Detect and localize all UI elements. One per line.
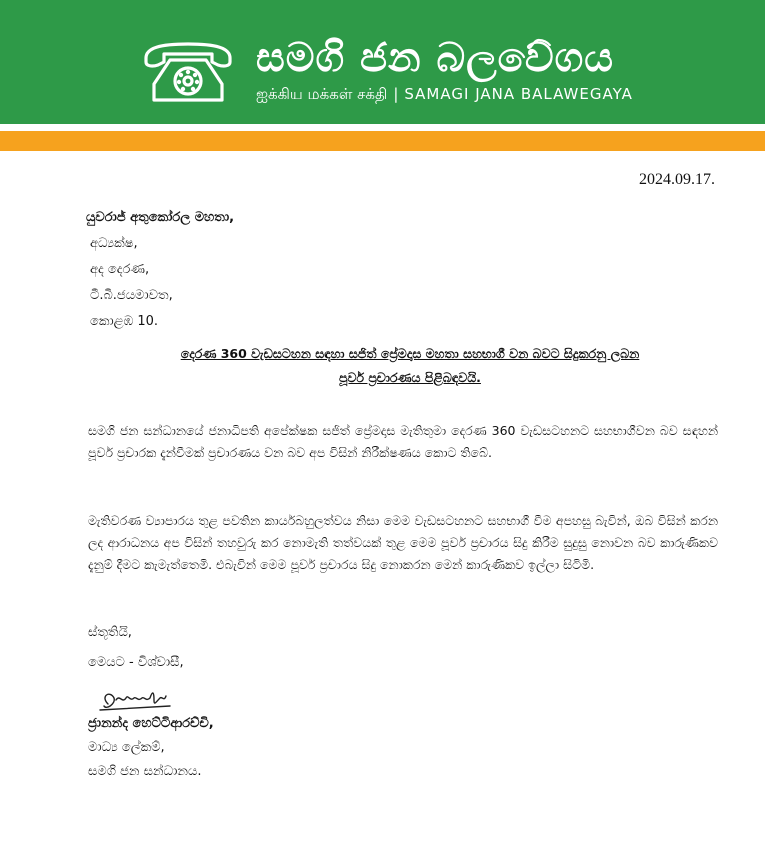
tagline-english: SAMAGI JANA BALAWEGAYA [404, 85, 633, 103]
body-paragraph-2: මැතිවරණ ව්‍යාපාරය තුළ පවතින කාර්යබහුලත්වය නිසා මෙම වැඩසටහනට සහභාගී වීම අපහසු බැවින්, ඔබ විසින් කරන ලද ආරාධනය අප විසින් තහවුරු කර නොමැති තත්වයක් තුළ මෙම පූර්ව ප්‍රචාරය සිදු කිරීම සුදුසු නොවන බව කාරුණිකව දැනුම් දීමට කැමැත්තෙමි. එබැවින් මෙම පූර්ව ප්‍රචාරය සිදු නොකරන මෙන් කාරුණිකව ඉල්ලා සිටිමි. [88, 513, 718, 572]
signer-block [88, 712, 214, 784]
closing-yours: මෙයට - විශ්වාසී, [88, 655, 184, 670]
telephone-icon [140, 40, 236, 106]
signer-name: ජ්‍රානන්ද හෙට්ටිආරච්චි, [88, 716, 214, 731]
orange-stripe [0, 131, 765, 151]
letter-date: 2024.09.17. [639, 171, 715, 188]
recipient-org: අද දෙරණ, [90, 262, 150, 277]
subject-heading [90, 342, 730, 390]
body-paragraph-1: සමගි ජන සන්ධානයේ ජනාධිපති අපේක්ෂක සජිත් ප්‍රේමදාස මැතිතුමා දෙරණ 360 වැඩසටහනට සහභාගීවන බව සඳහන් පූර්ව ප්‍රචාරක දැන්වීමක් ප්‍රචාරණය වන බව අප විසින් නිරීක්ෂණය කොට තිබේ. [88, 423, 718, 460]
tagline-separator: | [393, 85, 399, 103]
tagline [256, 85, 633, 103]
recipient-name: යුවරාජ් අතුකෝරල මහතා, [86, 210, 235, 225]
signer-title: මාධ්‍ය ලේකම්, [88, 740, 165, 755]
tagline-tamil: ஐக்கிய மக்கள் சக்தி [256, 85, 388, 103]
party-name: සමගි ජන බලවේගය [256, 35, 615, 81]
recipient-street: ටී.බී.ජයමාවත, [90, 288, 173, 303]
letterhead-banner [0, 0, 765, 124]
recipient-city: කොළඹ 10. [90, 314, 159, 329]
subject-line-1: දෙරණ 360 වැඩසටහන සඳහා සජිත් ප්‍රේමදාස මහතා සහභාගී වන බවට සිදුකරනු ලබන [180, 346, 640, 361]
subject-line-2: පූර්ව ප්‍රචාරණය පිළිබඳවයි. [339, 370, 481, 385]
recipient-title: අධ්‍යක්ෂ, [90, 236, 138, 251]
recipient-address [86, 205, 234, 335]
signer-org: සමගි ජන සන්ධානය. [88, 764, 202, 779]
closing-thanks: ස්තූතියි, [88, 625, 132, 640]
